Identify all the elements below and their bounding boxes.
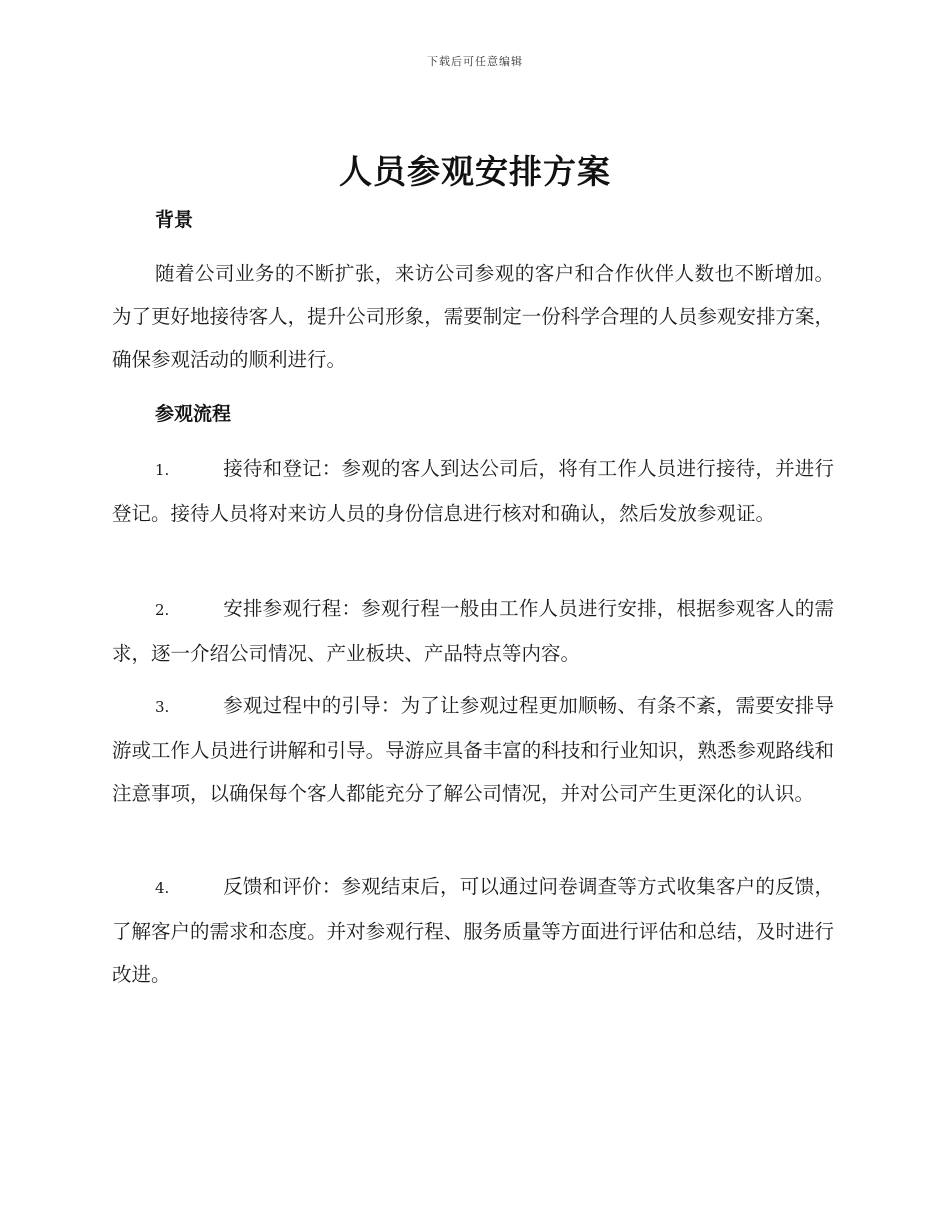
- section-heading-background: 背景: [155, 209, 194, 231]
- item-number: 1.: [155, 461, 170, 479]
- background-paragraph: 随着公司业务的不断扩张，来访公司参观的客户和合作伙伴人数也不断增加。为了更好地接待客人，提升公司形象，需要制定一份科学合理的人员参观安排方案，确保参观活动的顺利进行。: [112, 262, 834, 371]
- page-header: 下载后可任意编辑: [427, 55, 523, 68]
- process-item-2: [112, 587, 834, 675]
- item-text: 参观过程中的引导：为了让参观过程更加顺畅、有条不紊，需要安排导游或工作人员进行讲解和引导。导游应具备丰富的科技和行业知识，熟悉参观路线和注意事项，以确保每个客人都能充分了解公司情况，并对公司产生更深化的认识。: [112, 694, 834, 805]
- document-title: 人员参观安排方案: [339, 152, 611, 191]
- item-text: 反馈和评价：参观结束后，可以通过问卷调查等方式收集客户的反馈，了解客户的需求和态度。并对参观行程、服务质量等方面进行评估和总结，及时进行改进。: [112, 875, 834, 986]
- process-item-4: [112, 865, 834, 996]
- item-number: 4.: [155, 879, 170, 897]
- item-text: 接待和登记：参观的客人到达公司后，将有工作人员进行接待，并进行登记。接待人员将对来访人员的身份信息进行核对和确认，然后发放参观证。: [112, 457, 834, 525]
- item-number: 2.: [155, 601, 170, 619]
- process-item-3: [112, 684, 834, 815]
- item-number: 3.: [155, 698, 170, 716]
- process-item-1: [112, 447, 834, 535]
- item-text: 安排参观行程：参观行程一般由工作人员进行安排，根据参观客人的需求，逐一介绍公司情况、产业板块、产品特点等内容。: [112, 597, 834, 665]
- section-heading-process: 参观流程: [155, 403, 232, 425]
